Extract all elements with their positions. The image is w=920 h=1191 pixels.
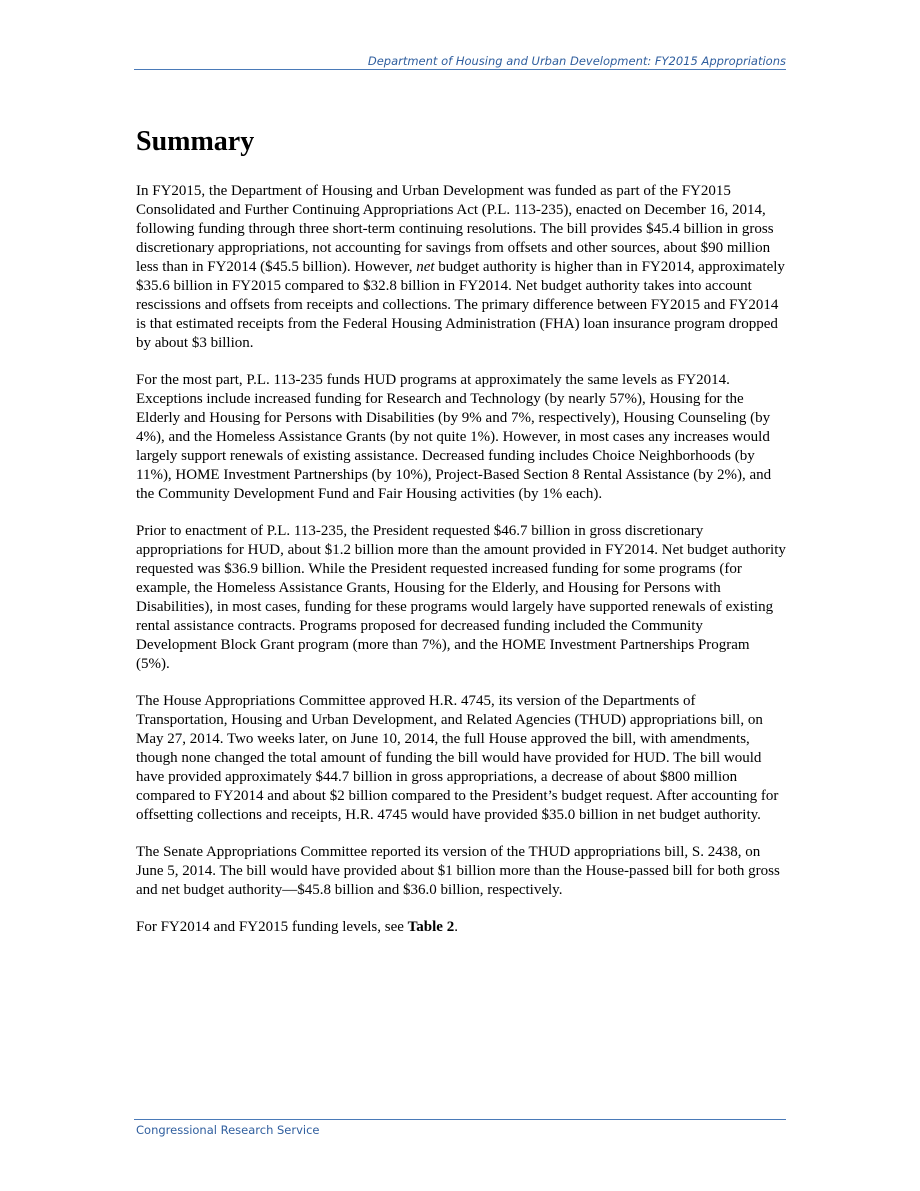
emphasis-net: net — [416, 259, 435, 275]
paragraph-1-part-a: In FY2015, the Department of Housing and Urban Development was funded as part of the FY2015 Consolidated and Further Continuing Appropriations Act (P.L. 113-235), enacted on December 16, 2014, following funding through three short-term continuing resolutions. The bill provides $45.4 billion in gross discretionary appropriations, not accounting for savings from offsets and other sources, about $90 million less than in FY2014 ($45.5 billion). However, — [136, 183, 774, 275]
paragraph-1 — [136, 182, 786, 353]
paragraph-5: The Senate Appropriations Committee reported its version of the THUD appropriations bill, S. 2438, on June 5, 2014. The bill would have provided about $1 billion more than the House-passed bill for both gross and net budget authority—$45.8 billion and $36.0 billion, respectively. — [136, 844, 780, 898]
running-header: Department of Housing and Urban Development: FY2015 Appropriations — [367, 54, 786, 68]
table-2-link[interactable]: Table 2 — [407, 919, 455, 935]
paragraph-4: The House Appropriations Committee approved H.R. 4745, its version of the Departments of Transportation, Housing and Urban Development, and Related Agencies (THUD) appropriations bill, on May 27, 2014. Two weeks later, on June 10, 2014, the full House approved the bill, with amendments, though none changed the total amount of funding the bill would have provided for HUD. The bill would have provided approximately $44.7 billion in gross appropriations, a decrease of about $800 million compared to FY2014 and about $2 billion compared to the President’s budget request. After accounting for offsetting collections and receipts, H.R. 4745 would have provided $35.0 billion in net budget authority. — [136, 693, 779, 823]
header-rule — [134, 69, 786, 70]
paragraph-6-part-b: . — [454, 919, 458, 935]
paragraph-2: For the most part, P.L. 113-235 funds HUD programs at approximately the same levels as FY2014. Exceptions include increased funding for Research and Technology (by nearly 57%), Housing for the Elderly and Housing for Persons with Disabilities (by 9% and 7%, respectively), Housing Counseling (by 4%), and the Homeless Assistance Grants (by not quite 1%). However, in most cases any increases would largely support renewals of existing assistance. Decreased funding includes Choice Neighborhoods (by 11%), HOME Investment Partnerships (by 10%), Project-Based Section 8 Rental Assistance (by 2%), and the Community Development Fund and Fair Housing activities (by 1% each). — [136, 372, 772, 502]
page-content — [136, 124, 786, 955]
paragraph-3: Prior to enactment of P.L. 113-235, the President requested $46.7 billion in gross discretionary appropriations for HUD, about $1.2 billion more than the amount provided in FY2014. Net budget authority requested was $36.9 billion. While the President requested increased funding for some programs (for example, the Homeless Assistance Grants, Housing for the Elderly, and Housing for Persons with Disabilities), in most cases, funding for these programs would largely have supported renewals of existing rental assistance contracts. Programs proposed for decreased funding included the Community Development Block Grant program (more than 7%), and the HOME Investment Partnerships Program (5%). — [136, 523, 786, 672]
footer-text: Congressional Research Service — [136, 1123, 320, 1137]
paragraph-1-part-b: budget authority is higher than in FY2014, approximately $35.6 billion in FY2015 compared to $32.8 billion in FY2014. Net budget authority takes into account rescissions and offsets from receipts and collections. The primary difference between FY2015 and FY2014 is that estimated receipts from the Federal Housing Administration (FHA) loan insurance program dropped by about $3 billion. — [136, 259, 785, 351]
paragraph-6 — [136, 918, 786, 937]
page-title: Summary — [136, 126, 255, 157]
footer-rule — [134, 1119, 786, 1120]
paragraph-6-part-a: For FY2014 and FY2015 funding levels, see — [136, 919, 408, 935]
